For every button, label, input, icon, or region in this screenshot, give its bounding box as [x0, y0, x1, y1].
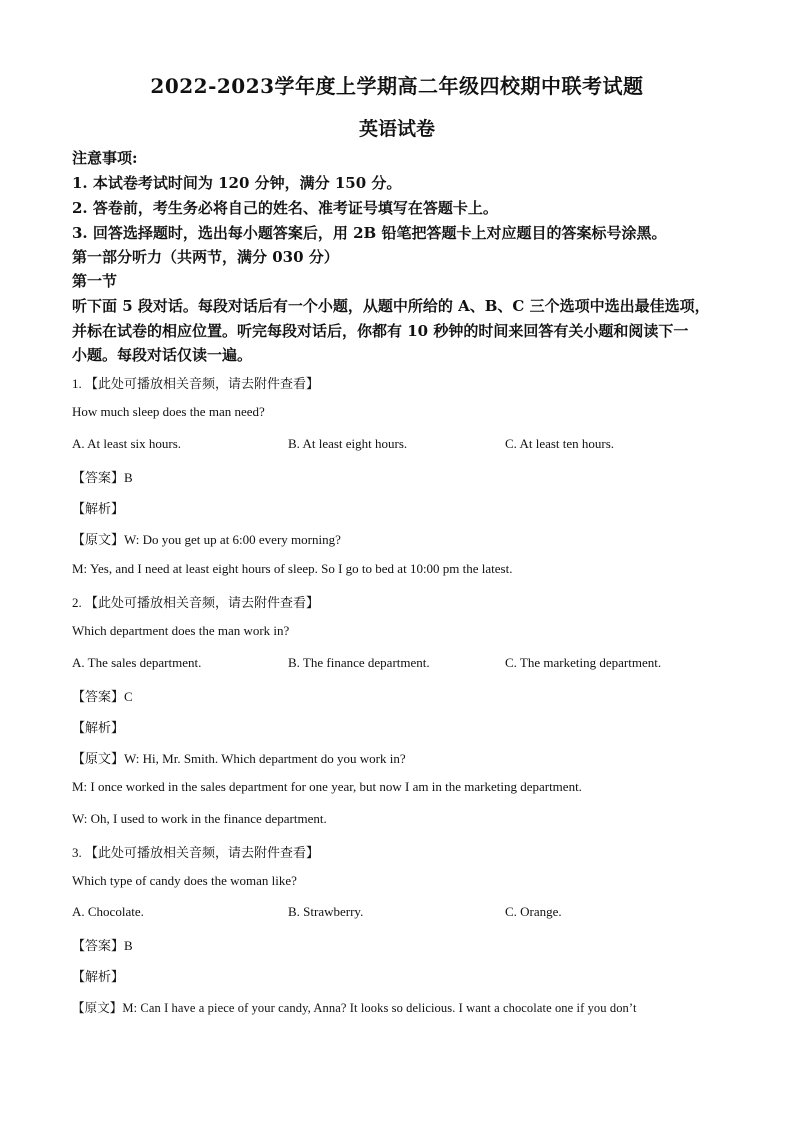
- q1-answer: 【答案】B: [72, 470, 133, 485]
- q2-option-a: A. The sales department.: [72, 655, 202, 670]
- exam-subtitle: 英语试卷: [358, 118, 435, 140]
- section-heading: 第一节: [72, 272, 118, 290]
- q3-option-b: B. Strawberry.: [288, 904, 364, 919]
- notice-item-1: 1. 本试卷考试时间为 120 分钟，满分 150 分。: [72, 174, 402, 192]
- q3-analysis: 【解析】: [72, 969, 125, 984]
- q2-answer: 【答案】C: [72, 689, 133, 704]
- q2-option-b: B. The finance department.: [288, 655, 430, 670]
- q1-option-a: A. At least six hours.: [72, 436, 182, 451]
- q2-transcript-1: 【原文】W: Hi, Mr. Smith. Which department do you work in?: [72, 751, 406, 766]
- q1-option-b: B. At least eight hours.: [288, 436, 408, 451]
- q1-question: How much sleep does the man need?: [72, 404, 265, 419]
- instructions-line-3: 小题。每段对话仅读一遍。: [72, 346, 253, 364]
- q3-option-a: A. Chocolate.: [72, 904, 144, 919]
- q2-analysis: 【解析】: [72, 720, 125, 735]
- q2-transcript-2: M: I once worked in the sales department for one year, but now I am in the marketing department.: [72, 779, 582, 794]
- q3-transcript-1: 【原文】M: Can I have a piece of your candy, Anna? It looks so delicious. I want a chocolate one if you don’t: [72, 1001, 637, 1015]
- instructions-line-2: 并标在试卷的相应位置。听完每段对话后，你都有 10 秒钟的时间来回答有关小题和阅读下一: [72, 322, 689, 340]
- notice-heading: 注意事项:: [72, 149, 138, 167]
- exam-title: 2022-2023学年度上学期高二年级四校期中联考试题: [150, 74, 644, 98]
- q3-answer: 【答案】B: [72, 938, 133, 953]
- q1-option-c: C. At least ten hours.: [505, 436, 615, 451]
- q3-option-c: C. Orange.: [505, 904, 562, 919]
- q3-header: 3. 【此处可播放相关音频，请去附件查看】: [72, 845, 320, 860]
- q1-transcript-1: 【原文】W: Do you get up at 6:00 every morning?: [72, 532, 341, 547]
- part-heading: 第一部分听力（共两节，满分 030 分）: [72, 248, 339, 266]
- q1-transcript-2: M: Yes, and I need at least eight hours of sleep. So I go to bed at 10:00 pm the latest.: [72, 561, 513, 576]
- q1-header: 1. 【此处可播放相关音频，请去附件查看】: [72, 376, 320, 391]
- instructions-line-1: 听下面 5 段对话。每段对话后有一个小题，从题中所给的 A、B、C 三个选项中选出最佳选项，: [72, 297, 710, 315]
- q2-header: 2. 【此处可播放相关音频，请去附件查看】: [72, 595, 320, 610]
- q1-analysis: 【解析】: [72, 501, 125, 516]
- q3-question: Which type of candy does the woman like?: [72, 873, 297, 888]
- q2-question: Which department does the man work in?: [72, 623, 290, 638]
- notice-item-2: 2. 答卷前，考生务必将自己的姓名、准考证号填写在答题卡上。: [72, 199, 498, 217]
- q2-transcript-3: W: Oh, I used to work in the finance department.: [72, 811, 327, 826]
- q2-option-c: C. The marketing department.: [505, 655, 662, 670]
- notice-item-3: 3. 回答选择题时，选出每小题答案后，用 2B 铅笔把答题卡上对应题目的答案标号涂黑。: [72, 224, 667, 242]
